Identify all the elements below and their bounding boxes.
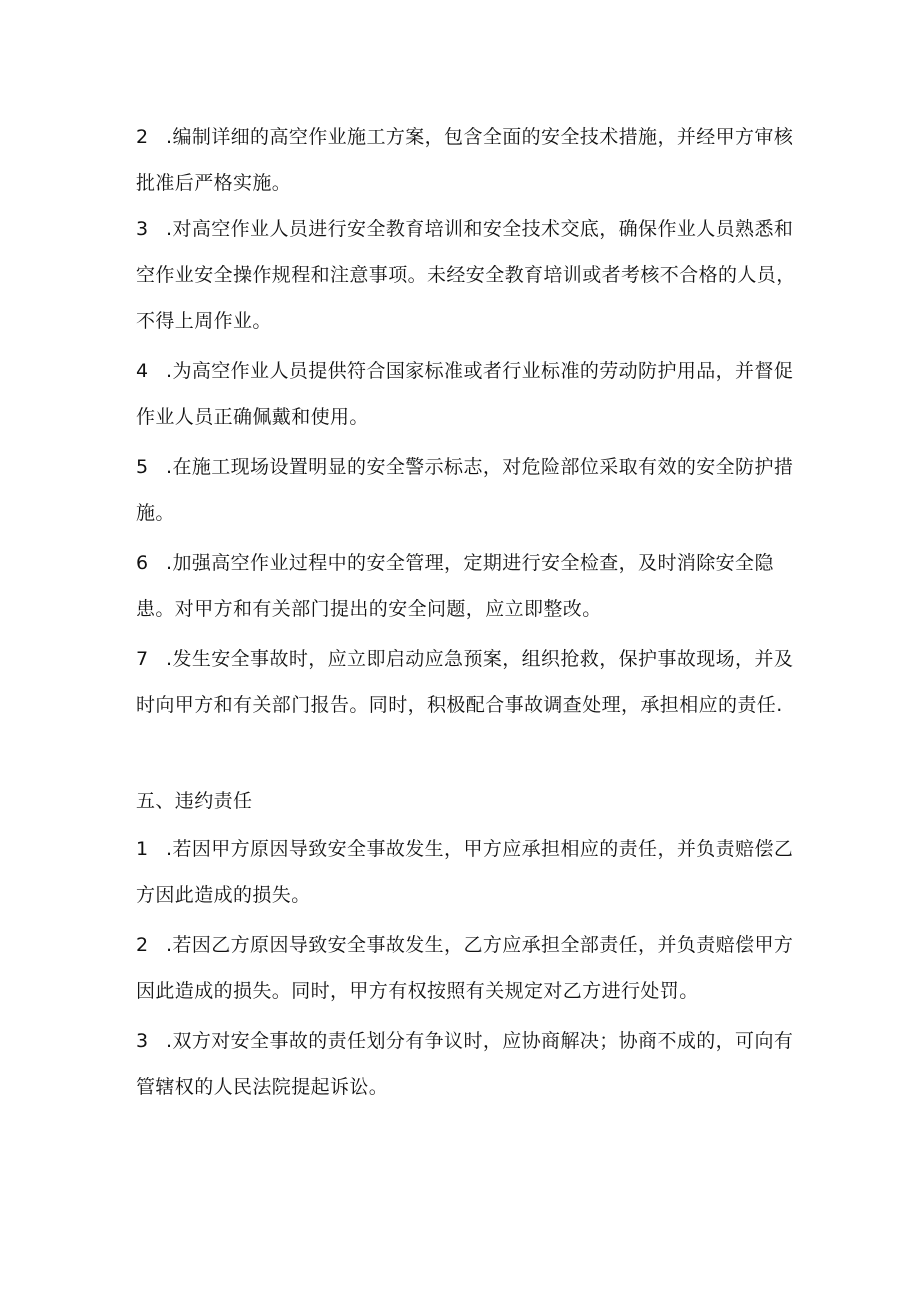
clause-text: .加强高空作业过程中的安全管理，定期进行安全检查，及时消除安全隐 <box>166 552 774 574</box>
clause-line <box>136 540 776 586</box>
clause-text: .发生安全事故时，应立即启动应急预案，组织抢救，保护事故现场，并及 <box>166 648 794 670</box>
clause-line <box>136 826 794 872</box>
section-heading: 五、违约责任 <box>136 790 253 812</box>
clause-text: 批准后严格实施。 <box>136 172 292 194</box>
liability-item-3 <box>136 1018 794 1110</box>
clause-line <box>136 636 794 682</box>
clause-item-5 <box>136 444 794 536</box>
clause-text: 因此造成的损失。同时，甲方有权按照有关规定对乙方进行处罚。 <box>136 980 699 1002</box>
clause-item-4 <box>136 348 794 440</box>
liability-item-1 <box>136 826 794 918</box>
clause-text: 不得上周作业。 <box>136 310 272 332</box>
clause-text: 空作业安全操作规程和注意事项。未经安全教育培训或者考核不合格的人员， <box>136 264 796 286</box>
clause-line <box>136 1018 794 1064</box>
clause-line <box>136 444 794 490</box>
clause-text: .为高空作业人员提供符合国家标准或者行业标准的劳动防护用品，并督促 <box>166 360 794 382</box>
clause-number: 1 <box>136 838 149 860</box>
clause-text: .编制详细的高空作业施工方案，包含全面的安全技术措施，并经甲方审核 <box>166 126 794 148</box>
clause-line <box>136 348 794 394</box>
clause-text: .若因甲方原因导致安全事故发生，甲方应承担相应的责任，并负责赔偿乙 <box>166 838 794 860</box>
clause-number: 3 <box>136 1030 149 1052</box>
clause-text: 管辖权的人民法院提起诉讼。 <box>136 1076 389 1098</box>
clause-number: 7 <box>136 648 149 670</box>
clause-item-2 <box>136 114 794 206</box>
clause-number: 2 <box>136 126 149 148</box>
clause-number: 3 <box>136 218 149 240</box>
clause-text: 作业人员正确佩戴和使用。 <box>136 406 369 428</box>
clause-line <box>136 114 794 160</box>
clause-number: 2 <box>136 934 149 956</box>
clause-item-3 <box>136 206 796 344</box>
clause-text: .对高空作业人员进行安全教育培训和安全技术交底，确保作业人员熟悉和 <box>166 218 794 240</box>
clause-line <box>136 206 794 252</box>
clause-item-6 <box>136 540 776 632</box>
clause-number: 5 <box>136 456 149 478</box>
clause-text: 时向甲方和有关部门报告。同时，积极配合事故调查处理，承担相应的责任. <box>136 694 783 716</box>
clause-text: .双方对安全事故的责任划分有争议时，应协商解决；协商不成的，可向有 <box>166 1030 794 1052</box>
clause-number: 6 <box>136 552 149 574</box>
liability-item-2 <box>136 922 794 1014</box>
clause-text: 方因此造成的损失。 <box>136 884 311 906</box>
clause-number: 4 <box>136 360 149 382</box>
clause-text: 施。 <box>136 502 175 524</box>
clause-text: 患。对甲方和有关部门提出的安全问题，应立即整改。 <box>136 598 602 620</box>
clause-item-7 <box>136 636 794 728</box>
clause-line <box>136 922 794 968</box>
clause-text: .在施工现场设置明显的安全警示标志，对危险部位采取有效的安全防护措 <box>166 456 794 478</box>
clause-text: .若因乙方原因导致安全事故发生，乙方应承担全部责任，并负责赔偿甲方 <box>166 934 794 956</box>
